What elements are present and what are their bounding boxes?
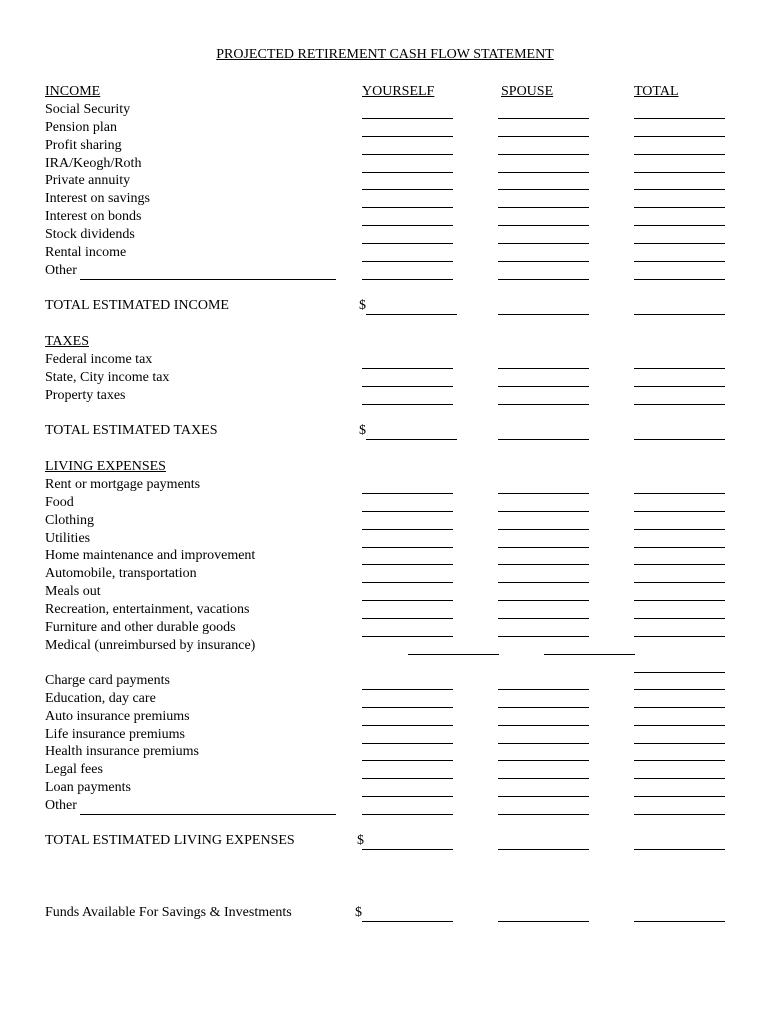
income-item-label: Social Security [45,102,131,117]
form-row [0,369,770,387]
form-row [0,904,770,922]
living-expense-label: Loan payments [45,780,131,796]
column-header-spouse: SPOUSE [501,84,554,99]
form-row [0,512,770,530]
total-field[interactable] [634,439,725,440]
income-item-label: Other [45,262,77,278]
total-field[interactable] [634,279,725,280]
income-item-label: Private annuity [45,173,131,189]
total-field[interactable] [634,849,725,850]
form-row [0,672,770,690]
form-row [0,832,770,850]
living-expense-label: Rent or mortgage payments [45,477,201,492]
form-row [0,779,770,797]
living-expense-label: Legal fees [45,762,103,778]
spouse-field[interactable] [498,279,589,280]
spouse-field[interactable] [498,404,589,405]
total-taxes-label: TOTAL ESTIMATED TAXES [45,423,218,438]
form-row [0,244,770,262]
form-row [0,422,770,440]
income-item-label: Profit sharing [45,137,122,153]
living-expense-label: Other [45,797,77,813]
living-expense-label: Furniture and other durable goods [45,619,236,635]
form-row [0,494,770,512]
form-row [0,565,770,583]
income-item-label: Stock dividends [45,226,135,242]
income-heading: INCOME [45,84,101,99]
dollar-sign: $ [359,298,366,313]
living-expense-label: Food [45,494,74,510]
form-row [0,333,770,351]
living-expense-label: Meals out [45,584,101,600]
tax-item-label: Federal income tax [45,352,153,367]
income-item-label: Rental income [45,244,127,260]
other-income-input[interactable] [80,279,336,280]
form-row [0,172,770,190]
form-row [0,476,770,494]
spouse-field[interactable] [498,921,589,922]
form-row [0,387,770,405]
living-expense-label: Home maintenance and improvement [45,548,256,564]
income-item-label: IRA/Keogh/Roth [45,155,142,171]
form-row [0,297,770,315]
dollar-sign: $ [359,423,366,438]
form-row [0,637,770,655]
total-field[interactable] [634,921,725,922]
spouse-field[interactable] [498,814,589,815]
living-expense-label: Automobile, transportation [45,566,197,582]
form-row [0,601,770,619]
total-field[interactable] [634,814,725,815]
living-expense-label: Medical (unreimbursed by insurance) [45,637,256,653]
living-expense-label: Auto insurance premiums [45,708,190,724]
form-row [0,530,770,548]
living-expense-label: Clothing [45,512,95,528]
spouse-field[interactable] [544,654,635,655]
tax-item-label: State, City income tax [45,369,170,385]
form-row [0,619,770,637]
living-expense-label: Education, day care [45,690,156,706]
total-income-label: TOTAL ESTIMATED INCOME [45,298,229,313]
form-row [0,726,770,744]
form-row [0,547,770,565]
form-row [0,690,770,708]
form-row [0,190,770,208]
living-expenses-heading: LIVING EXPENSES [45,459,166,474]
form-row [0,708,770,726]
form-row [0,262,770,280]
yourself-field[interactable] [366,314,457,315]
form-row [0,351,770,369]
form-row [0,83,770,101]
spouse-field[interactable] [498,439,589,440]
dollar-sign: $ [357,833,364,848]
living-expense-label: Health insurance premiums [45,744,199,760]
living-expense-label: Life insurance premiums [45,726,185,742]
income-item-label: Pension plan [45,119,117,135]
form-row [0,101,770,119]
form-row [0,761,770,779]
income-item-label: Interest on savings [45,191,150,207]
spouse-field[interactable] [498,314,589,315]
spouse-field[interactable] [498,849,589,850]
yourself-field[interactable] [366,439,457,440]
tax-item-label: Property taxes [45,387,126,403]
form-row [0,458,770,476]
column-header-yourself: YOURSELF [362,84,435,99]
yourself-field[interactable] [362,404,453,405]
yourself-field[interactable] [362,921,453,922]
form-row [0,137,770,155]
living-expense-label: Recreation, entertainment, vacations [45,601,250,617]
form-row [0,208,770,226]
other-expense-input[interactable] [80,814,336,815]
total-field[interactable] [634,404,725,405]
income-item-label: Interest on bonds [45,209,142,225]
taxes-heading: TAXES [45,334,89,349]
dollar-sign: $ [355,905,362,920]
form-row [0,583,770,601]
living-expense-label: Charge card payments [45,673,170,688]
yourself-field[interactable] [362,814,453,815]
yourself-field[interactable] [408,654,499,655]
living-expense-label: Utilities [45,530,91,546]
form-row [0,797,770,815]
form-row [0,226,770,244]
page-title: PROJECTED RETIREMENT CASH FLOW STATEMENT [216,47,554,62]
form-row [0,155,770,173]
yourself-field[interactable] [362,849,453,850]
funds-available-label: Funds Available For Savings & Investments [45,905,292,920]
total-field[interactable] [634,314,725,315]
form-row [0,119,770,137]
form-row [0,743,770,761]
column-header-total: TOTAL [634,84,679,99]
total-living-expenses-label: TOTAL ESTIMATED LIVING EXPENSES [45,833,295,848]
yourself-field[interactable] [362,279,453,280]
